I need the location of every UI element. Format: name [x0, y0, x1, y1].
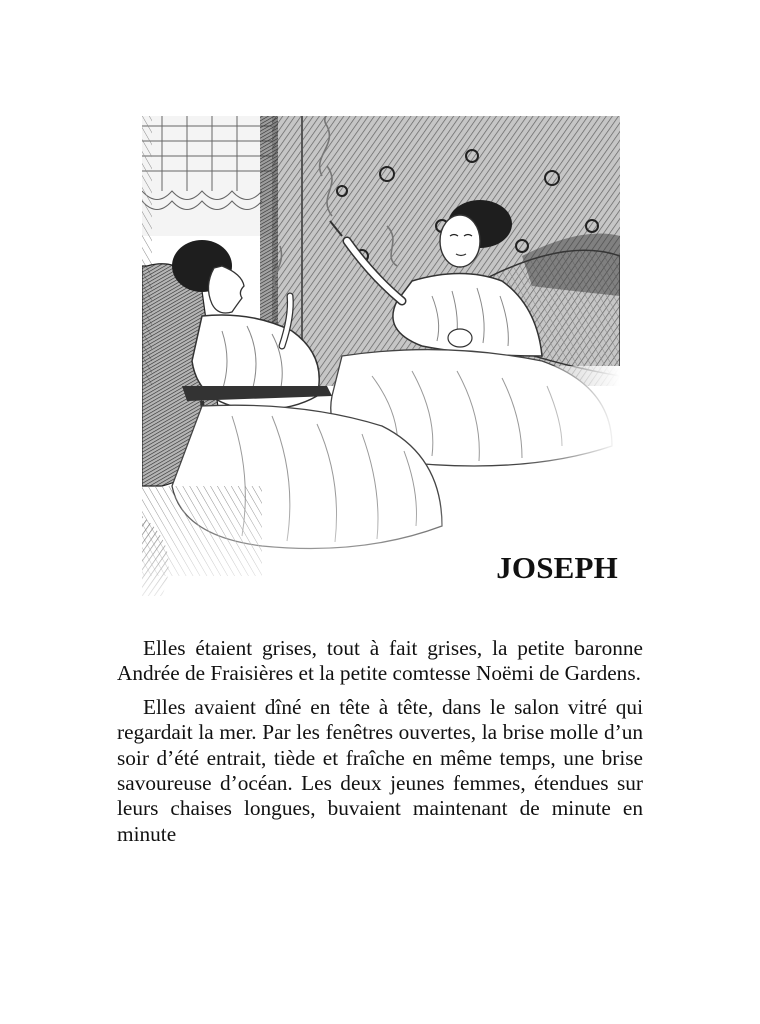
- body-text: [117, 636, 643, 855]
- illustration-engraving: [142, 116, 620, 616]
- engraving-two-women-reclining-icon: [142, 116, 620, 616]
- chapter-title: JOSEPH: [496, 550, 618, 585]
- paragraph-2: Elles avaient dîné en tête à tête, dans le salon vitré qui regardait la mer. Par les fenêtres ouvertes, la brise molle d’un soir d’été entrait, tiède et fraîche en même temps, une brise savoureuse d’océan. Les deux jeunes femmes, étendues sur leurs chaises longues, buvaient maintenant de minute en minute: [117, 694, 643, 846]
- paragraph-1: Elles étaient grises, tout à fait grises, la petite baronne Andrée de Fraisières et la petite comtesse Noëmi de Gardens.: [117, 636, 643, 686]
